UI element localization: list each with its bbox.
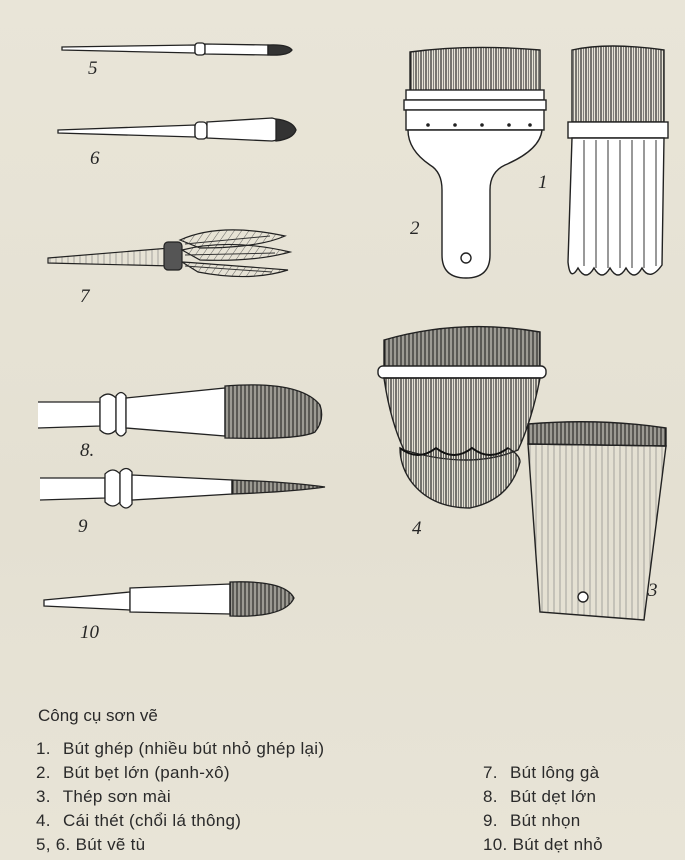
legend-text: Cái thét (chổi lá thông) [63,811,242,830]
legend-num: 2. [36,763,51,782]
flat-brush-2-icon [404,47,546,278]
brush-5-icon [62,43,292,55]
label-1: 1 [538,172,548,193]
composite-brush-1-icon [568,46,668,275]
lacquer-spatula-3-icon [528,422,666,620]
label-8: 8. [80,440,95,461]
legend-item [36,761,324,785]
legend-item [483,809,603,833]
label-7: 7 [80,286,90,307]
legend-item [483,761,603,785]
legend-item [36,737,324,761]
label-6: 6 [90,148,100,169]
legend-text: Bút lông gà [510,763,600,782]
legend-num: 4. [36,811,51,830]
legend-text: Bút bẹt lớn (panh-xô) [63,763,230,782]
legend-text: Bút nhọn [510,811,581,830]
legend-num: 1. [36,739,51,758]
legend-item [36,833,324,857]
legend-text: Bút vẽ tù [75,835,146,854]
brush-10-icon [44,582,294,616]
label-2: 2 [410,218,420,239]
label-5: 5 [88,58,98,79]
legend-num: 8. [483,787,498,806]
label-10: 10 [80,622,99,643]
legend-text: Bút dẹt nhỏ [512,835,603,854]
legend-num: 3. [36,787,51,806]
label-9: 9 [78,516,88,537]
legend-item [483,785,603,809]
legend-left [36,737,324,857]
label-4: 4 [412,518,422,539]
brush-6-icon [58,118,296,141]
brush-8-icon [38,385,322,439]
legend-num: 5, 6. [36,835,71,854]
brush-7-icon [48,230,290,277]
legend-text: Thép sơn mài [62,787,172,806]
legend-right [483,761,603,857]
legend-text: Bút ghép (nhiều bút nhỏ ghép lại) [63,739,325,758]
brush-9-icon [40,469,325,509]
pine-brush-4-icon [378,327,546,508]
legend-item [36,809,324,833]
caption-title: Công cụ sơn vẽ [38,706,158,725]
legend-num: 9. [483,811,498,830]
legend-num: 10. [483,835,508,854]
label-3: 3 [648,580,658,601]
legend-text: Bút dẹt lớn [510,787,597,806]
legend-num: 7. [483,763,498,782]
legend-item [483,833,603,857]
legend-item [36,785,324,809]
